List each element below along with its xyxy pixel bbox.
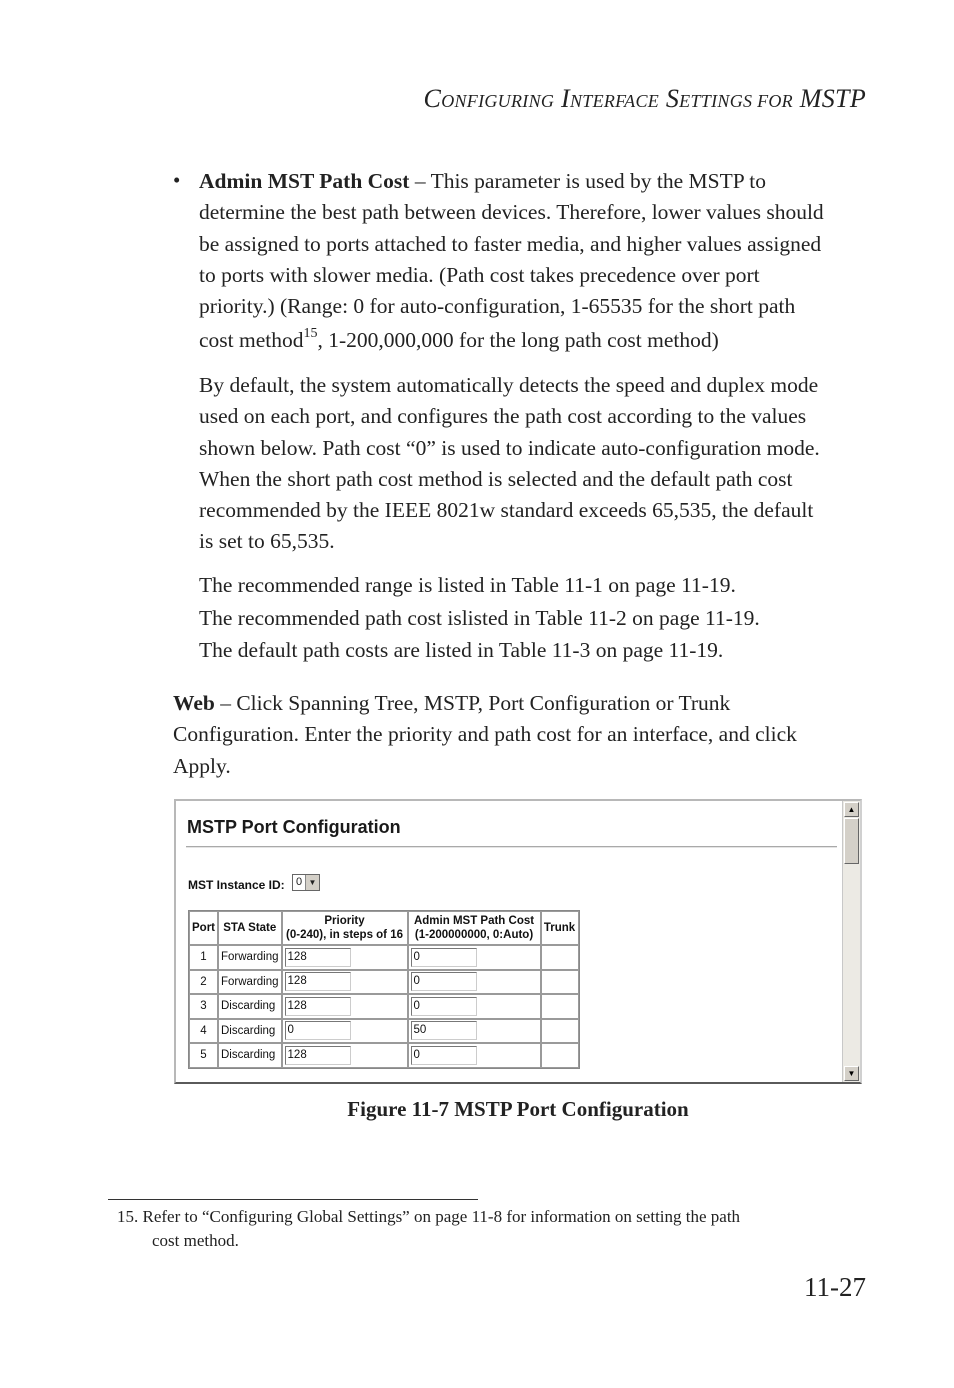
table-row	[189, 1019, 579, 1044]
mstp-port-config-screenshot	[174, 799, 862, 1084]
port-config-table	[188, 910, 580, 1069]
col-sta-state: STA State	[218, 911, 282, 945]
text-line: determine the best path between devices. Therefore, lower values should	[199, 200, 824, 225]
text-line: The default path costs are listed in Table 11-3 on page 11-19.	[199, 638, 724, 662]
path-cost-cell	[408, 1019, 541, 1044]
text-line: used on each port, and configures the path cost according to the values	[199, 404, 807, 429]
page-number: 11-27	[804, 1272, 866, 1302]
table-row	[189, 945, 579, 970]
sta-state-cell: Forwarding	[218, 945, 282, 970]
text-segment: , 1-200,000,000 for the long path cost method)	[317, 328, 719, 353]
port-cell: 4	[189, 1019, 218, 1044]
text-line: be assigned to ports attached to faster media, and higher values assigned	[199, 231, 822, 256]
chevron-down-icon[interactable]: ▼	[305, 875, 319, 890]
default-paragraph	[199, 370, 871, 558]
scroll-up-icon[interactable]: ▲	[844, 802, 859, 817]
footnote	[117, 1205, 837, 1253]
trunk-cell	[541, 970, 579, 995]
table-row	[189, 970, 579, 995]
trunk-cell	[541, 994, 579, 1019]
footnote-line: cost method.	[152, 1231, 239, 1250]
text-line: The recommended path cost islisted in Table 11-2 on page 11-19.	[199, 605, 760, 630]
text-line: shown below. Path cost “0” is used to indicate auto-configuration mode.	[199, 435, 820, 460]
figure-caption	[0, 1097, 954, 1122]
text-line: recommended by the IEEE 8021w standard exceeds 65,535, the default	[199, 498, 814, 523]
footnote-ref[interactable]: 15	[303, 326, 318, 342]
text-line	[199, 166, 871, 197]
text-line: When the short path cost method is selected and the default path cost	[199, 466, 793, 491]
path-cost-input[interactable]: 0	[411, 997, 477, 1016]
bullet-symbol: •	[173, 168, 181, 192]
path-cost-input[interactable]: 0	[411, 972, 477, 991]
col-trunk: Trunk	[541, 911, 579, 945]
priority-cell	[282, 994, 408, 1019]
text-segment: – This parameter is used by the MSTP to	[409, 169, 766, 193]
running-head-part: S	[665, 84, 680, 113]
priority-input[interactable]: 128	[285, 1046, 351, 1065]
priority-input[interactable]: 128	[285, 972, 351, 991]
running-head-part: NTERFACE	[569, 91, 660, 111]
path-cost-cell	[408, 945, 541, 970]
table-header-row	[189, 911, 579, 945]
table-reference-paragraph	[199, 569, 871, 667]
col-port: Port	[189, 911, 218, 945]
mst-instance-value: 0	[296, 876, 303, 888]
priority-cell	[282, 1043, 408, 1068]
running-head-part: ONFIGURING	[441, 91, 555, 111]
figure-caption-text: Figure 11-7 MSTP Port Configuration	[347, 1097, 689, 1121]
text-line: Apply.	[173, 753, 231, 778]
sta-state-cell: Discarding	[218, 1019, 282, 1044]
trunk-cell	[541, 945, 579, 970]
port-cell: 5	[189, 1043, 218, 1068]
mst-instance-label: MST Instance ID:	[188, 878, 285, 892]
footnote-line: 15. Refer to “Configuring Global Settings” on page 11-8 for information on setting the path	[117, 1207, 741, 1226]
port-cell: 1	[189, 945, 218, 970]
vertical-scrollbar[interactable]	[842, 801, 860, 1082]
path-cost-input[interactable]: 0	[411, 948, 477, 967]
running-head-part: I	[561, 84, 570, 113]
port-cell: 3	[189, 994, 218, 1019]
text-segment: – Click Spanning Tree, MSTP, Port Configuration or Trunk	[214, 691, 731, 715]
sta-state-cell: Discarding	[218, 994, 282, 1019]
trunk-cell	[541, 1019, 579, 1044]
running-head-part: MSTP	[799, 84, 866, 113]
text-line: By default, the system automatically detects the speed and duplex mode	[199, 373, 819, 397]
path-cost-input[interactable]: 50	[411, 1021, 477, 1040]
text-line: Configuration. Enter the priority and path cost for an interface, and click	[173, 722, 797, 747]
col-cost-line: Admin MST Path Cost	[413, 915, 535, 927]
mst-instance-select[interactable]	[292, 874, 320, 891]
term-admin-mst-path-cost: Admin MST Path Cost	[199, 169, 410, 193]
footnote-divider	[108, 1199, 478, 1200]
text-line: The recommended range is listed in Table 11-1 on page 11-19.	[199, 573, 736, 597]
path-cost-input[interactable]: 0	[411, 1046, 477, 1065]
sta-state-cell: Discarding	[218, 1043, 282, 1068]
table-row	[189, 994, 579, 1019]
text-line	[173, 688, 873, 719]
web-paragraph	[173, 688, 873, 782]
path-cost-cell	[408, 994, 541, 1019]
web-label: Web	[173, 691, 215, 715]
sta-state-cell: Forwarding	[218, 970, 282, 995]
col-priority-line: (0-240), in steps of 16	[286, 929, 404, 941]
col-priority	[282, 911, 408, 945]
running-head	[424, 84, 866, 114]
running-head-part: C	[423, 84, 442, 113]
text-line: to ports with slower media. (Path cost takes precedence over port	[199, 262, 760, 287]
text-line	[199, 325, 871, 356]
scrollbar-thumb[interactable]	[844, 818, 859, 864]
trunk-cell	[541, 1043, 579, 1068]
scroll-down-icon[interactable]: ▼	[844, 1066, 859, 1081]
priority-cell	[282, 1019, 408, 1044]
col-priority-line: Priority	[324, 915, 365, 927]
path-cost-cell	[408, 1043, 541, 1068]
col-cost-line: (1-200000000, 0:Auto)	[414, 929, 534, 941]
priority-input[interactable]: 128	[285, 948, 351, 967]
text-line: is set to 65,535.	[199, 529, 335, 554]
running-head-part: ETTINGS FOR	[679, 91, 793, 111]
priority-cell	[282, 970, 408, 995]
priority-input[interactable]: 128	[285, 997, 351, 1016]
col-admin-path-cost	[408, 911, 541, 945]
table-row	[189, 1043, 579, 1068]
port-cell: 2	[189, 970, 218, 995]
admin-path-cost-paragraph	[199, 166, 871, 357]
path-cost-cell	[408, 970, 541, 995]
text-line: priority.) (Range: 0 for auto-configuration, 1-65535 for the short path	[199, 294, 796, 319]
screenshot-title: MSTP Port Configuration	[187, 817, 401, 837]
text-segment: cost method	[199, 328, 304, 353]
title-divider	[186, 846, 837, 848]
priority-input[interactable]: 0	[285, 1021, 351, 1040]
priority-cell	[282, 945, 408, 970]
